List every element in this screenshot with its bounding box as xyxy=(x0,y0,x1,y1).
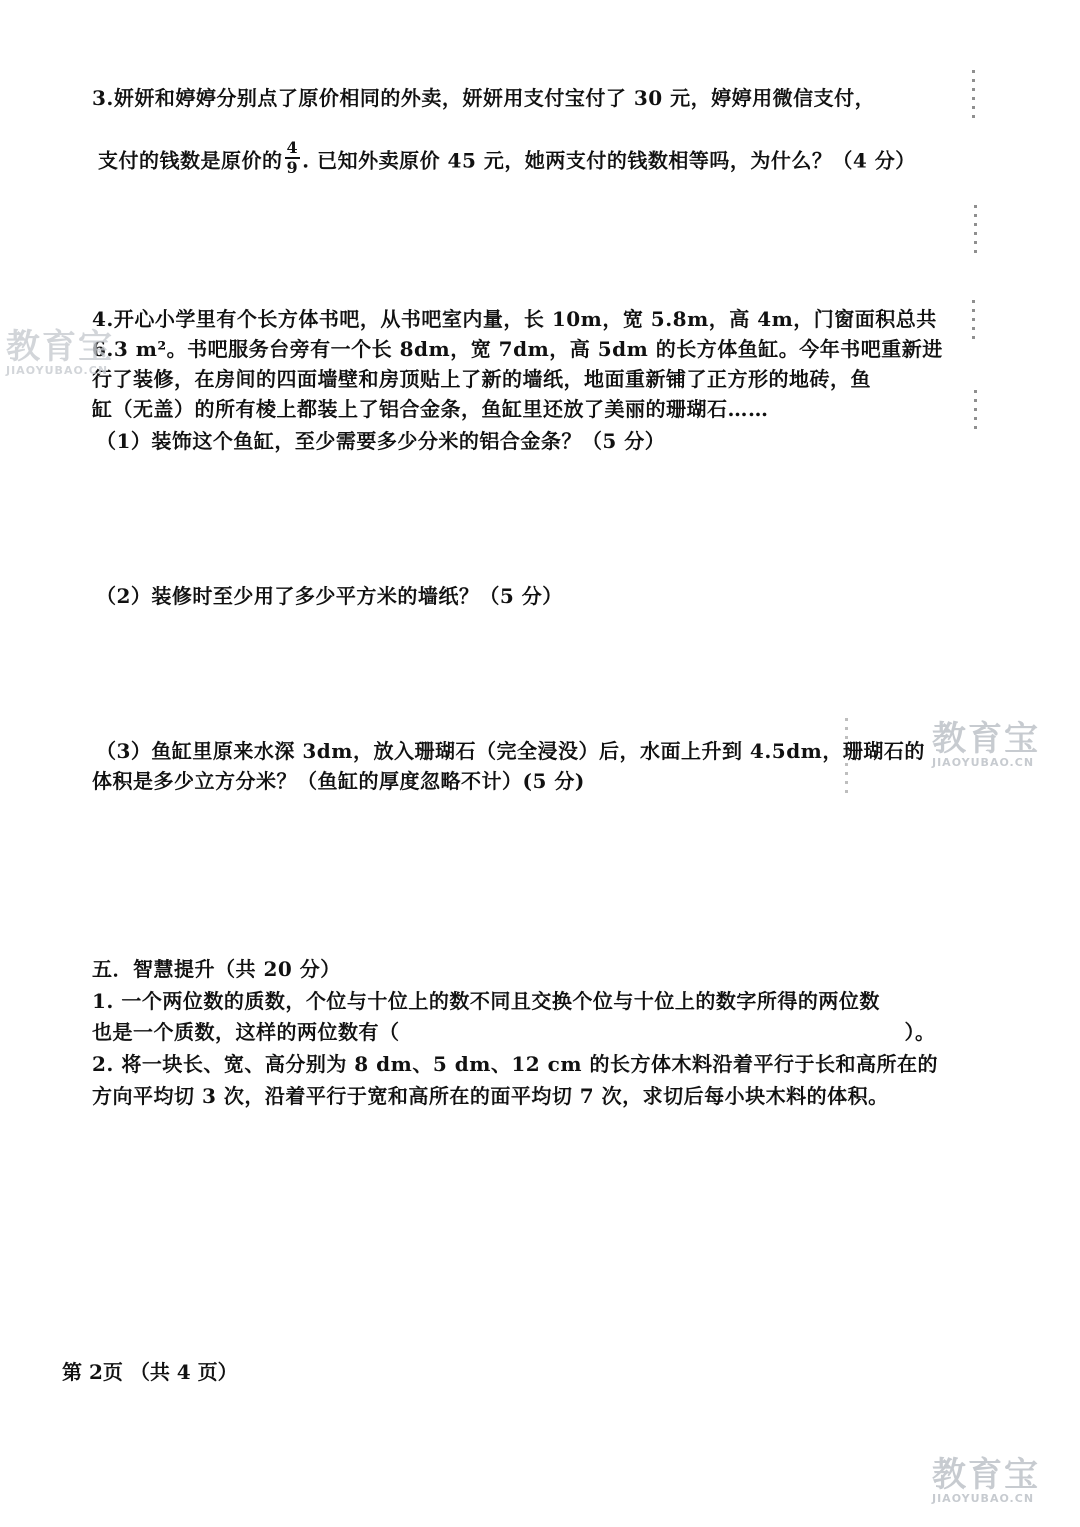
scan-speck xyxy=(972,70,975,120)
section-5-q1-line-1: 1. 一个两位数的质数，个位与十位上的数不同且交换个位与十位上的数字所得的两位数 xyxy=(92,989,880,1013)
fraction-denominator: 9 xyxy=(286,158,299,177)
q3-line-2-before: 支付的钱数是原价的 xyxy=(98,148,283,173)
q3-line-2-after: . 已知外卖原价 45 元，她两支付的钱数相等吗，为什么？（4 分） xyxy=(302,148,916,173)
watermark-right-middle xyxy=(932,719,1040,769)
section-5-q1-line-2 xyxy=(92,1016,936,1045)
section-5-q1-line-2-after: ）。 xyxy=(904,1020,936,1044)
q3-line-1: 3.妍妍和婷婷分别点了原价相同的外卖，妍妍用支付宝付了 30 元，婷婷用微信支付， xyxy=(92,86,876,110)
scan-speck xyxy=(845,718,848,798)
watermark-left xyxy=(6,327,114,377)
q4-line-2: 6.3 m²。书吧服务台旁有一个长 8dm，宽 7dm，高 5dm 的长方体鱼缸。今年书吧重新进 xyxy=(92,337,943,361)
q4-line-4: 缸（无盖）的所有棱上都装上了铝合金条，鱼缸里还放了美丽的珊瑚石…… xyxy=(92,397,769,421)
watermark-logo-text: 教育宝 xyxy=(6,327,114,367)
watermark-url: JIAOYUBAO.CN xyxy=(932,756,1035,769)
section-5-q2-line-2: 方向平均切 3 次，沿着平行于宽和高所在的面平均切 7 次，求切后每小块木料的体积。 xyxy=(92,1084,889,1108)
scan-speck xyxy=(974,390,977,430)
q4-sub-question-2: （2）装修时至少用了多少平方米的墙纸？（5 分） xyxy=(96,584,563,608)
page-number-footer: 第 2页 （共 4 页） xyxy=(62,1360,238,1384)
watermark-logo-text: 教育宝 xyxy=(932,719,1040,759)
watermark-url: JIAOYUBAO.CN xyxy=(932,1492,1035,1505)
q4-sub-question-3-line-2: 体积是多少立方分米？（鱼缸的厚度忽略不计）(5 分) xyxy=(92,769,585,793)
q4-sub-question-3-line-1: （3）鱼缸里原来水深 3dm，放入珊瑚石（完全浸没）后，水面上升到 4.5dm，珊瑚石的 xyxy=(96,739,925,763)
watermark-logo-text: 教育宝 xyxy=(932,1455,1040,1495)
q3-line-2 xyxy=(98,140,916,176)
watermark-right-bottom xyxy=(932,1455,1040,1505)
watermark-url: JIAOYUBAO.CN xyxy=(6,364,109,377)
q4-line-3: 行了装修，在房间的四面墙壁和房顶贴上了新的墙纸，地面重新铺了正方形的地砖，鱼 xyxy=(92,367,871,391)
scan-speck xyxy=(974,205,977,255)
fraction-numerator: 4 xyxy=(286,138,299,157)
q4-sub-question-1: （1）装饰这个鱼缸，至少需要多少分米的铝合金条？（5 分） xyxy=(96,429,666,453)
fraction-4-9 xyxy=(285,140,301,176)
scan-speck xyxy=(972,300,975,340)
section-5-q2-line-1: 2. 将一块长、宽、高分别为 8 dm、5 dm、12 cm 的长方体木料沿着平行于长和高所在的 xyxy=(92,1052,938,1076)
section-5-title: 五．智慧提升（共 20 分） xyxy=(92,957,341,981)
q4-line-1: 4.开心小学里有个长方体书吧，从书吧室内量，长 10m，宽 5.8m，高 4m，门窗面积总共 xyxy=(92,307,937,331)
section-5-q1-line-2-before: 也是一个质数，这样的两位数有（ xyxy=(92,1020,400,1044)
